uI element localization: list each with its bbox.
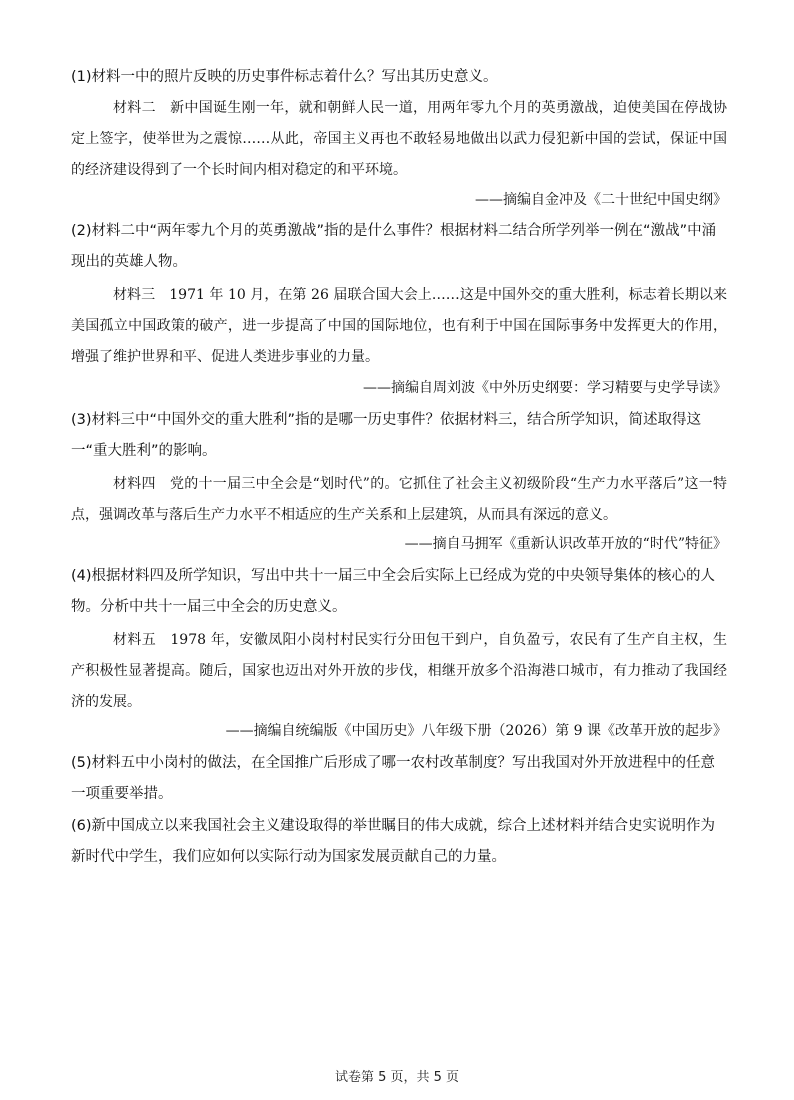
material-5: 材料五 1978 年，安徽凤阳小岗村村民实行分田包干到户，自负盈亏，农民有了生产自主权，生产积极性显著提高。随后，国家也迈出对外开放的步伐，相继开放多个沿海港口城市，有力推动了我国经济的发展。 — [71, 632, 727, 710]
page-footer: 试卷第 5 页，共 5 页 — [334, 1070, 460, 1085]
question-2: (2)材料二中“两年零九个月的英勇激战”指的是什么事件？根据材料二结合所学列举一例在“激战”中涌现出的英雄人物。 — [71, 223, 717, 270]
material-5-source: ——摘编自统编版《中国历史》八年级下册（2026）第 9 课《改革开放的起步》 — [225, 723, 727, 739]
material-4-source: ——摘自马拥军《重新认识改革开放的“时代”特征》 — [404, 536, 727, 552]
material-3: 材料三 1971 年 10 月，在第 26 届联合国大会上……这是中国外交的重大胜利，标志着长期以来美国孤立中国政策的破产，进一步提高了中国的国际地位，也有利于中国在国际事务中发挥更大的作用，增强了维护世界和平、促进人类进步事业的力量。 — [71, 287, 727, 365]
material-4: 材料四 党的十一届三中全会是“划时代”的。它抓住了社会主义初级阶段“生产力水平落后”这一特点，强调改革与落后生产力水平不相适应的生产关系和上层建筑，从而具有深远的意义。 — [71, 476, 727, 523]
material-3-source: ——摘编自周刘波《中外历史纲要：学习精要与史学导读》 — [363, 380, 727, 396]
question-4: (4)根据材料四及所学知识，写出中共十一届三中全会后实际上已经成为党的中央领导集体的核心的人物。分析中共十一届三中全会的历史意义。 — [71, 568, 716, 615]
question-1: (1)材料一中的照片反映的历史事件标志着什么？写出其历史意义。 — [71, 69, 498, 85]
material-2-source: ——摘编自金冲及《二十世纪中国史纲》 — [475, 192, 727, 208]
question-6: (6)新中国成立以来我国社会主义建设取得的举世瞩目的伟大成就，综合上述材料并结合史实说明作为新时代中学生，我们应如何以实际行动为国家发展贡献自己的力量。 — [71, 818, 716, 865]
material-2: 材料二 新中国诞生刚一年，就和朝鲜人民一道，用两年零九个月的英勇激战，迫使美国在停战协定上签字，使举世为之震惊……从此，帝国主义再也不敢轻易地做出以武力侵犯新中国的尝试，保证中国的经济建设得到了一个长时间内相对稳定的和平环境。 — [71, 100, 727, 178]
question-5: (5)材料五中小岗村的做法，在全国推广后形成了哪一农村改革制度？写出我国对外开放进程中的任意一项重要举措。 — [71, 755, 716, 802]
question-3: (3)材料三中“中国外交的重大胜利”指的是哪一历史事件？依据材料三，结合所学知识，简述取得这一“重大胜利”的影响。 — [71, 412, 702, 459]
